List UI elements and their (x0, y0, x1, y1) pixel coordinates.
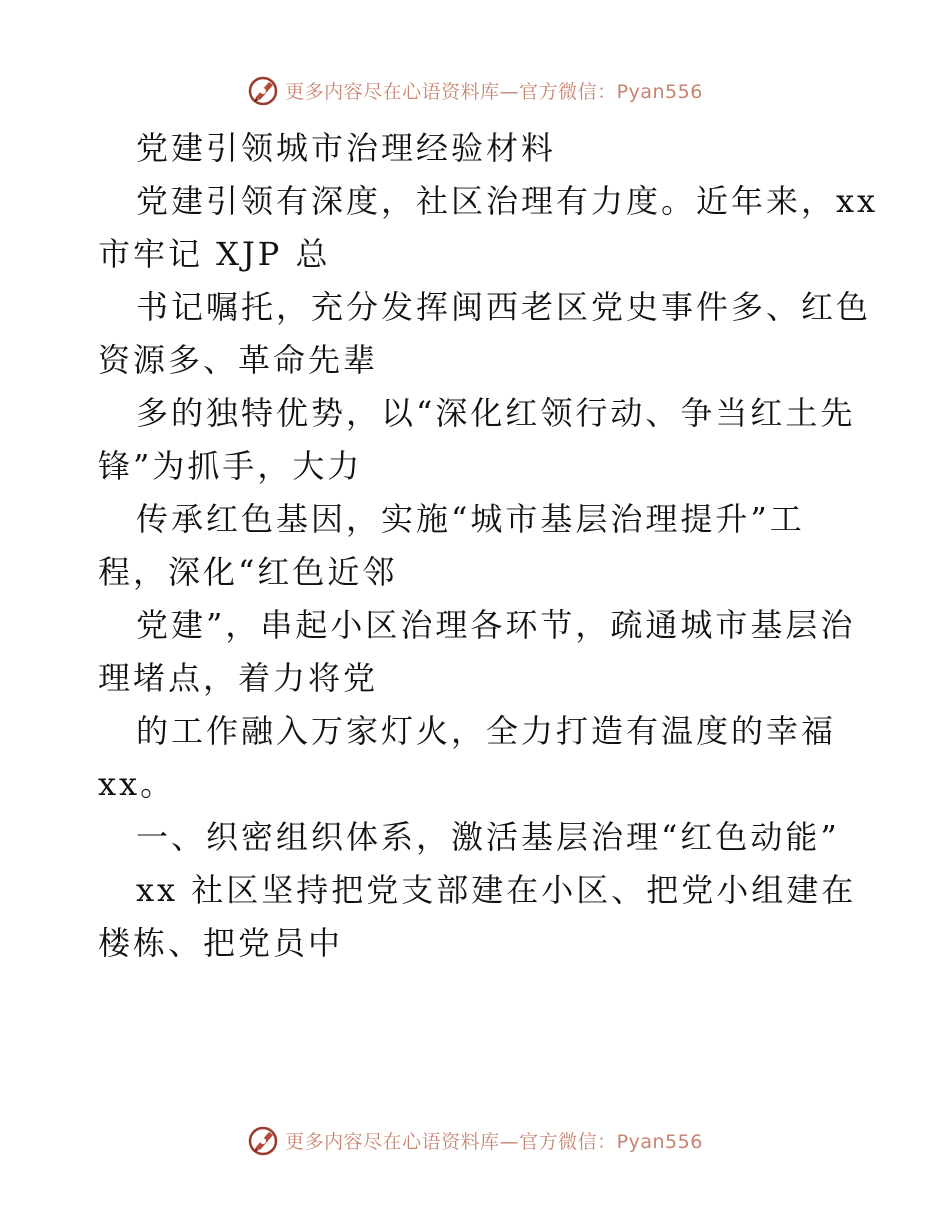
paragraph-line: 理堵点，着力将党 (98, 659, 379, 697)
paragraph-line: 楼栋、把党员中 (98, 924, 344, 962)
paragraph-line: 传承红色基因，实施“城市基层治理提升”工 (136, 500, 805, 538)
footer-watermark (0, 1120, 950, 1160)
watermark-text: 更多内容尽在心语资料库—官方微信：Pyan556 (285, 80, 703, 103)
paragraph-line: xx。 (98, 765, 176, 803)
document-body (98, 122, 879, 970)
watermark-text: 更多内容尽在心语资料库—官方微信：Pyan556 (285, 1130, 703, 1153)
section-heading: 一、织密组织体系，激活基层治理“红色动能” (136, 818, 840, 856)
paragraph-line: 的工作融入万家灯火，全力打造有温度的幸福 (136, 712, 837, 750)
paragraph-line: 资源多、革命先辈 (98, 341, 379, 379)
paragraph-line: 锋”为抓手，大力 (98, 447, 363, 485)
paragraph-line: 党建”，串起小区治理各环节，疏通城市基层治 (136, 606, 856, 644)
paragraph-line: 程，深化“红色近邻 (98, 553, 398, 591)
pen-seal-icon (247, 73, 281, 107)
paragraph-line: 市牢记 XJP 总 (98, 235, 331, 273)
paragraph-line: 多的独特优势，以“深化红领行动、争当红土先 (136, 394, 856, 432)
document-title: 党建引领城市治理经验材料 (136, 129, 557, 167)
header-watermark (0, 70, 950, 110)
paragraph-line: 书记嘱托，充分发挥闽西老区党史事件多、红色 (136, 288, 872, 326)
pen-seal-icon (247, 1123, 281, 1157)
paragraph-line: xx 社区坚持把党支部建在小区、把党小组建在 (136, 871, 857, 909)
paragraph-line: 党建引领有深度，社区治理有力度。近年来，xx (136, 182, 879, 220)
